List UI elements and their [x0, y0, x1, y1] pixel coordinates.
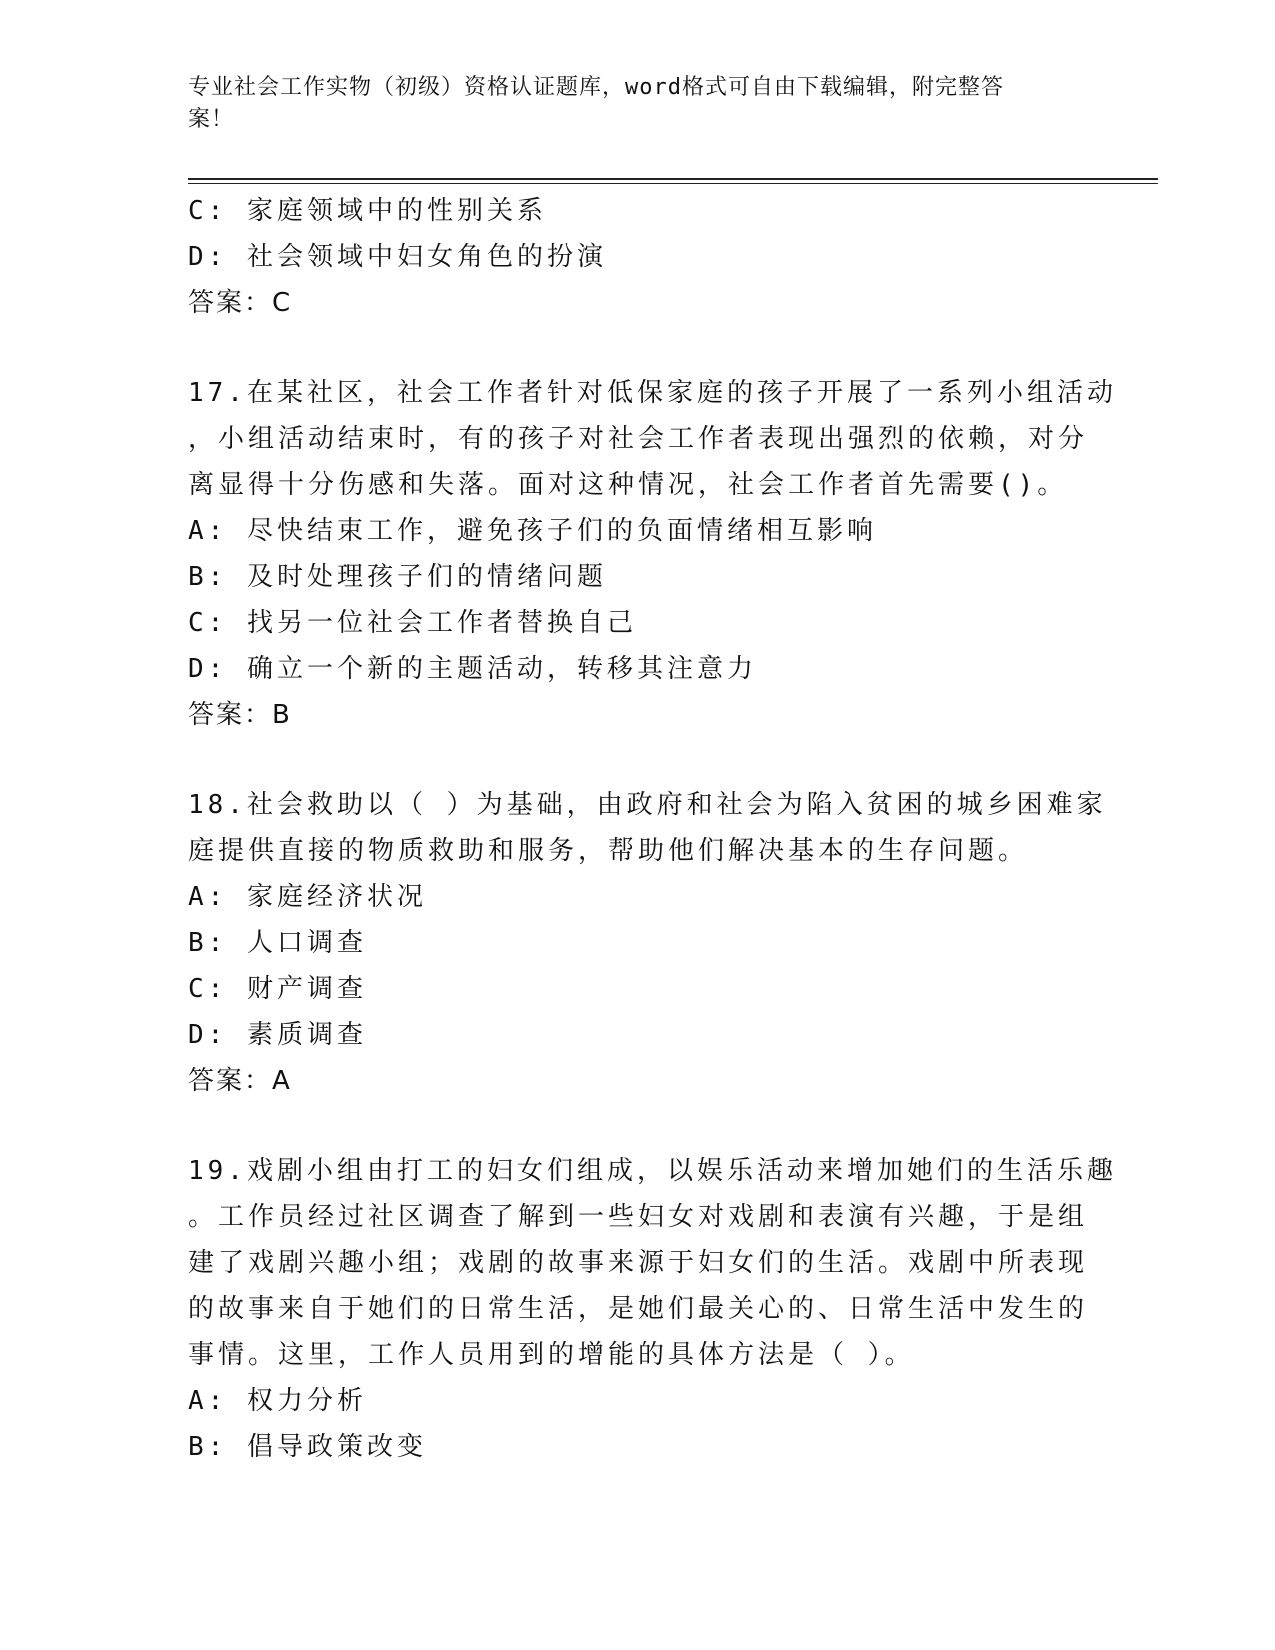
header-divider-thin [188, 183, 1158, 184]
q16-option-d: D: 社会领域中妇女角色的扮演 [188, 242, 607, 272]
spacer [188, 1104, 1088, 1148]
q19-stem-line-2: 。工作员经过社区调查了解到一些妇女对戏剧和表演有兴趣，于是组 [188, 1202, 1089, 1232]
spacer [188, 326, 1088, 370]
q19-option-b: B: 倡导政策改变 [188, 1432, 427, 1462]
q18-option-b: B: 人口调查 [188, 928, 367, 958]
question-19 [188, 1148, 1117, 1470]
q17-option-d: D: 确立一个新的主题活动，转移其注意力 [188, 654, 757, 684]
q19-stem-line-1: 19.戏剧小组由打工的妇女们组成，以娱乐活动来增加她们的生活乐趣 [188, 1156, 1117, 1186]
q19-option-a: A: 权力分析 [188, 1386, 367, 1416]
q16-option-c: C: 家庭领域中的性别关系 [188, 196, 547, 226]
q17-option-a: A: 尽快结束工作，避免孩子们的负面情绪相互影响 [188, 516, 877, 546]
q18-option-d: D: 素质调查 [188, 1020, 367, 1050]
header-divider-thick [188, 178, 1158, 180]
question-content [188, 188, 1117, 1470]
q17-option-b: B: 及时处理孩子们的情绪问题 [188, 562, 607, 592]
q19-stem-line-5: 事情。这里，工作人员用到的增能的具体方法是（ ）。 [188, 1340, 915, 1370]
q19-stem-line-4: 的故事来自于她们的日常生活，是她们最关心的、日常生活中发生的 [188, 1294, 1089, 1324]
spacer [188, 738, 1088, 782]
q17-stem-line-2: ，小组活动结束时，有的孩子对社会工作者表现出强烈的依赖，对分 [188, 424, 1089, 454]
q17-stem-line-3: 离显得十分伤感和失落。面对这种情况，社会工作者首先需要()。 [188, 470, 1068, 500]
question-16-tail [188, 188, 1088, 326]
q19-stem-line-3: 建了戏剧兴趣小组；戏剧的故事来源于妇女们的生活。戏剧中所表现 [188, 1248, 1089, 1278]
document-header [188, 72, 1068, 136]
q17-option-c: C: 找另一位社会工作者替换自己 [188, 608, 637, 638]
q17-answer: 答案：B [188, 700, 292, 730]
q17-stem-line-1: 17.在某社区，社会工作者针对低保家庭的孩子开展了一系列小组活动 [188, 378, 1117, 408]
q18-stem-line-1: 18.社会救助以（ ）为基础，由政府和社会为陷入贫困的城乡困难家 [188, 790, 1107, 820]
q16-answer: 答案：C [188, 288, 293, 318]
q18-option-c: C: 财产调查 [188, 974, 367, 1004]
q18-stem-line-2: 庭提供直接的物质救助和服务，帮助他们解决基本的生存问题。 [188, 836, 1029, 866]
header-line-2: 案！ [188, 107, 235, 132]
question-17 [188, 370, 1117, 738]
q18-answer: 答案：A [188, 1066, 292, 1096]
question-18 [188, 782, 1107, 1104]
header-line-1: 专业社会工作实物（初级）资格认证题库，word格式可自由下载编辑，附完整答 [188, 75, 1004, 100]
q18-option-a: A: 家庭经济状况 [188, 882, 427, 912]
